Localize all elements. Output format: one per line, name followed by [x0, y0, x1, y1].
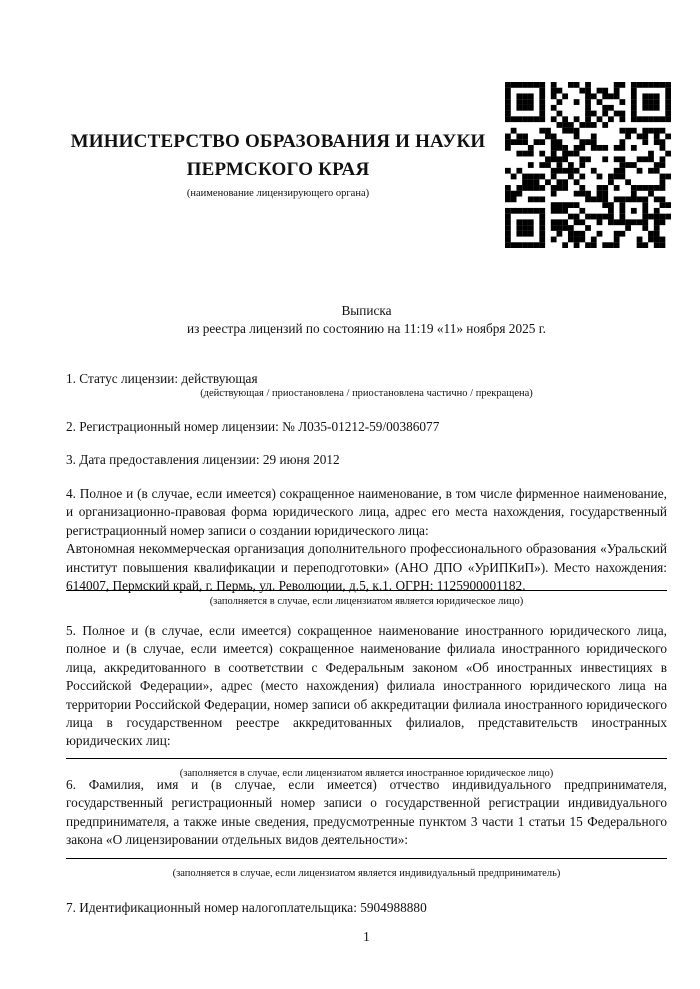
fill-line — [66, 858, 667, 859]
item-6-caption: (заполняется в случае, если лицензиатом является индивидуальный предприниматель) — [172, 867, 561, 879]
qr-code-icon — [505, 82, 671, 248]
item-3-text: 3. Дата предоставления лицензии: 29 июня 2012 — [66, 452, 340, 467]
item-6-text: 6. Фамилия, имя и (в случае, если имеется) отчество индивидуального предпринимателя, государственный регистрационный номер записи о государственной регистрации индивидуального предпринимателя, а также иные сведения, предусмотренные пунктом 3 части 1 статьи 15 Федерального закона «О лицензировании отдельных видов деятельности»: — [66, 777, 667, 848]
fill-line — [66, 758, 667, 759]
document-title-line1: Выписка — [341, 303, 392, 318]
ministry-name-line2: ПЕРМСКОГО КРАЯ — [186, 158, 370, 180]
item-7-taxpayer-number — [66, 899, 667, 917]
item-5-text: 5. Полное и (в случае, если имеется) сокращенное наименование иностранного юридического лица, полное и (в случае, если имеется) сокращенное наименование филиала иностранного юридического лица, аккредитованного в соответствии с Федеральным законом «Об иностранных инвестициях в Российской Федерации», адрес (место нахождения) филиала иностранного юридического лица на территории Российской Федерации, номер записи об аккредитации филиала иностранного юридического лица в государственном реестре аккредитованных филиалов, представительств иностранных юридических лиц: — [66, 623, 667, 749]
ministry-name-line1: МИНИСТЕРСТВО ОБРАЗОВАНИЯ И НАУКИ — [70, 131, 486, 152]
item-7-text: 7. Идентификационный номер налогоплательщика: 5904988880 — [66, 900, 427, 915]
item-5-caption: (заполняется в случае, если лицензиатом является иностранное юридическое лицо) — [179, 767, 554, 779]
item-1-text: 1. Статус лицензии: действующая — [66, 371, 258, 386]
page-number: 1 — [363, 929, 370, 944]
authority-caption: (наименование лицензирующего органа) — [186, 188, 370, 199]
item-1-license-status — [66, 370, 667, 400]
item-4-answer: Автономная некоммерческая организация дополнительного профессионального образования «Уральский институт повышения квалификации и переподготовки» (АНО ДПО «УрИПКиП»). Место нахождения: 614007, Пермский край, г. Пермь, ул. Революции, д.5, к.1. ОГРН: 1125900001182. — [66, 541, 667, 594]
item-1-caption: (действующая / приостановлена / приостановлена частично / прекращена) — [200, 388, 533, 400]
item-4-caption: (заполняется в случае, если лицензиатом является юридическое лицо) — [209, 596, 524, 608]
document-title-line2: из реестра лицензий по состоянию на 11:19 «11» ноября 2025 г. — [187, 321, 546, 337]
item-5-foreign-entity — [66, 622, 667, 780]
item-2-text: 2. Регистрационный номер лицензии: № Л035-01212-59/00386077 — [66, 419, 440, 434]
item-6-individual-entrepreneur — [66, 776, 667, 880]
item-3-grant-date — [66, 451, 667, 469]
document-title — [66, 302, 667, 339]
item-4-legal-entity — [66, 485, 667, 608]
licensing-authority-header — [66, 128, 490, 200]
item-4-question: 4. Полное и (в случае, если имеется) сокращенное наименование, в том числе фирменное наименование, и организационно-правовая форма юридического лица, адрес его места нахождения, государственный регистрационный номер записи о создании юридического лица: — [66, 486, 667, 538]
item-2-registration-number — [66, 418, 667, 436]
